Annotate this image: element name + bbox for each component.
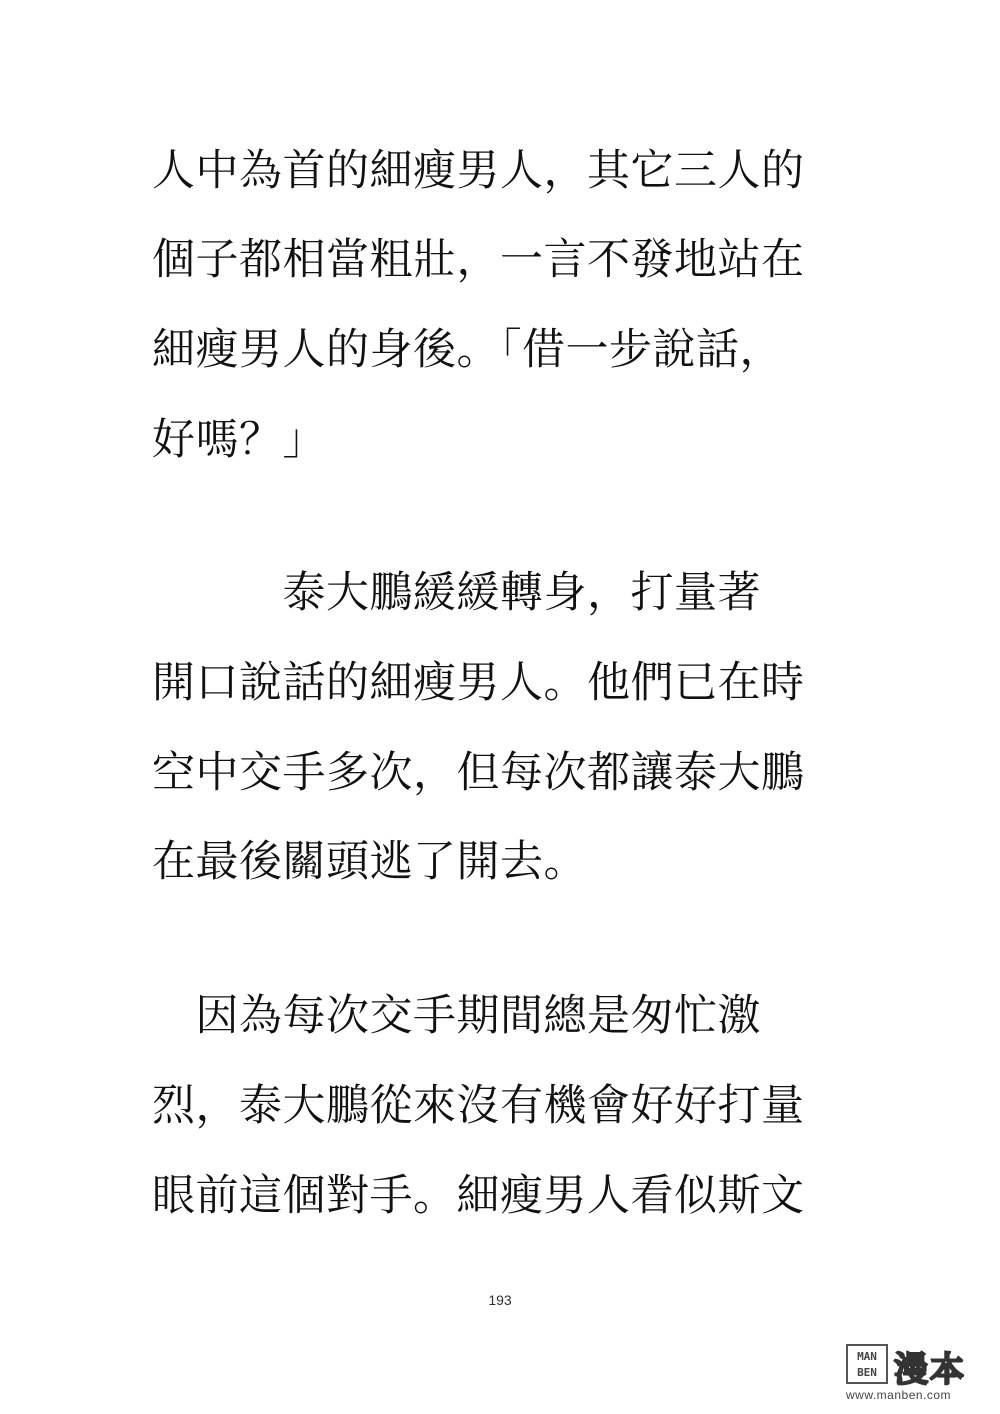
text-line-4: 好嗎？」 (152, 415, 326, 465)
text-line-2: 個子都相當粗壯，一言不發地站在 (152, 235, 805, 285)
text-line-10: 烈，泰大鵬從來沒有機會好好打量 (152, 1081, 805, 1131)
text-line-5: 泰大鵬緩緩轉身，打量著 (152, 568, 761, 618)
text-line-1: 人中為首的細瘦男人，其它三人的 (152, 146, 805, 196)
text-line-8: 在最後關頭逃了開去。 (152, 837, 587, 887)
text-line-7: 空中交手多次，但每次都讓泰大鵬 (152, 748, 805, 798)
watermark-title: 漫本 (894, 1350, 966, 1390)
text-line-6: 開口說話的細瘦男人。他們已在時 (152, 658, 805, 708)
text-line-9: 因為每次交手期間總是匆忙激 (152, 991, 761, 1041)
watermark (846, 1344, 986, 1404)
page-number: 193 (488, 1292, 512, 1308)
text-line-11: 眼前這個對手。細瘦男人看似斯文 (152, 1171, 805, 1221)
watermark-logo-icon: MAN BEN (846, 1344, 888, 1384)
text-line-3: 細瘦男人的身後。「借一步說話， (152, 325, 783, 375)
watermark-url: www.manben.com (846, 1388, 952, 1402)
